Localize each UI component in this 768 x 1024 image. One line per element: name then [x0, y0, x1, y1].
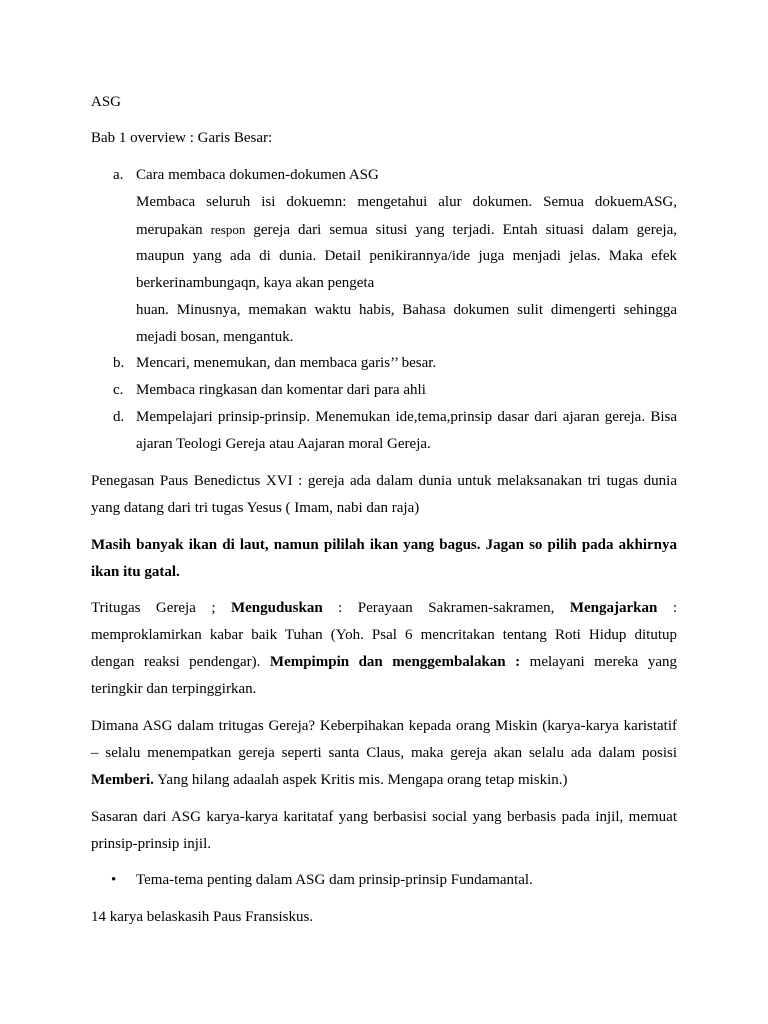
tritugas-paragraph-line: teringkir dan terpinggirkan.: [91, 681, 257, 697]
bold-quote-line: Masih banyak ikan di laut, namun pililah ikan yang bagus. Jagan so pilih pada akhirnya: [91, 537, 677, 553]
dimana-paragraph-line: [91, 767, 677, 794]
text-run-small: respon: [210, 222, 246, 237]
list-label-b: b.: [113, 355, 125, 371]
text-run: merupakan: [136, 222, 211, 238]
text-run: melayani mereka yang: [520, 654, 677, 670]
list-item-a-heading: Cara membaca dokumen-dokumen ASG: [136, 167, 379, 183]
list-item-a-body-line: [136, 216, 677, 244]
bold-term: Mengajarkan: [569, 600, 658, 616]
list-item-b: Mencari, menemukan, dan membaca garis’’ besar.: [136, 355, 437, 371]
bold-term: Menguduskan: [230, 600, 323, 616]
tritugas-paragraph-line: [91, 649, 677, 676]
bullet-item: Tema-tema penting dalam ASG dam prinsip-prinsip Fundamantal.: [136, 872, 533, 888]
list-item-a-body-line: Membaca seluruh isi dokuemn: mengetahui alur dokumen. Semua dokuemASG,: [136, 194, 677, 210]
bold-quote-line: ikan itu gatal.: [91, 564, 180, 580]
penegasan-paragraph-line: Penegasan Paus Benedictus XVI : gereja ada dalam dunia untuk melaksanakan tri tugas dunia: [91, 473, 677, 489]
list-item-d-line: ajaran Teologi Gereja atau Aajaran moral Gereja.: [136, 436, 431, 452]
bold-term: Mempimpin dan menggembalakan :: [269, 654, 521, 670]
text-run: Yang hilang adaalah aspek Kritis mis. Mengapa orang tetap miskin.): [153, 772, 568, 788]
bullet-dot-icon: •: [111, 872, 117, 888]
penegasan-paragraph-line: yang datang dari tri tugas Yesus ( Imam, nabi dan raja): [91, 500, 420, 516]
bold-term: Memberi.: [91, 772, 154, 788]
tritugas-paragraph-line: [91, 595, 677, 622]
text-run: gereja dari semua situsi yang terjadi. Entah situasi dalam gereja,: [245, 222, 677, 238]
text-run: Tritugas Gereja ;: [91, 600, 231, 616]
list-label-a: a.: [113, 167, 124, 183]
list-item-d-line: Mempelajari prinsip-prinsip. Menemukan ide,tema,prinsip dasar dari ajaran gereja. Bisa: [136, 409, 677, 425]
list-label-c: c.: [113, 382, 124, 398]
text-run: dengan reaksi pendengar).: [91, 654, 270, 670]
list-item-a-body-line: mejadi bosan, mengantuk.: [136, 329, 294, 345]
sasaran-paragraph-line: prinsip-prinsip injil.: [91, 836, 211, 852]
dimana-paragraph-line: Dimana ASG dalam tritugas Gereja? Keberpihakan kepada orang Miskin (karya-karya karistatif: [91, 718, 677, 734]
list-item-a-body-line: maupun yang ada di dunia. Detail penikirannya/ide juga menjadi jelas. Maka efek: [136, 248, 677, 264]
document-title: ASG: [91, 94, 122, 110]
dimana-paragraph-line: – selalu menempatkan gereja seperti santa Claus, maka gereja akan selalu ada dalam posisi: [91, 745, 677, 761]
text-run: :: [657, 600, 677, 616]
sasaran-paragraph-line: Sasaran dari ASG karya-karya karitataf yang berbasisi social yang berbasis pada injil, memuat: [91, 809, 677, 825]
tritugas-paragraph-line: memproklamirkan kabar baik Tuhan (Yoh. Psal 6 mencritakan tentang Roti Hidup ditutup: [91, 627, 677, 643]
list-item-c: Membaca ringkasan dan komentar dari para ahli: [136, 382, 426, 398]
list-item-a-body-line: huan. Minusnya, memakan waktu habis, Bahasa dokumen sulit dimengerti sehingga: [136, 302, 677, 318]
section-subtitle: Bab 1 overview : Garis Besar:: [91, 130, 273, 146]
closing-line: 14 karya belaskasih Paus Fransiskus.: [91, 909, 314, 925]
list-item-a-body-line: berkerinambungaqn, kaya akan pengeta: [136, 275, 375, 291]
list-label-d: d.: [113, 409, 125, 425]
text-run: : Perayaan Sakramen-sakramen,: [322, 600, 570, 616]
